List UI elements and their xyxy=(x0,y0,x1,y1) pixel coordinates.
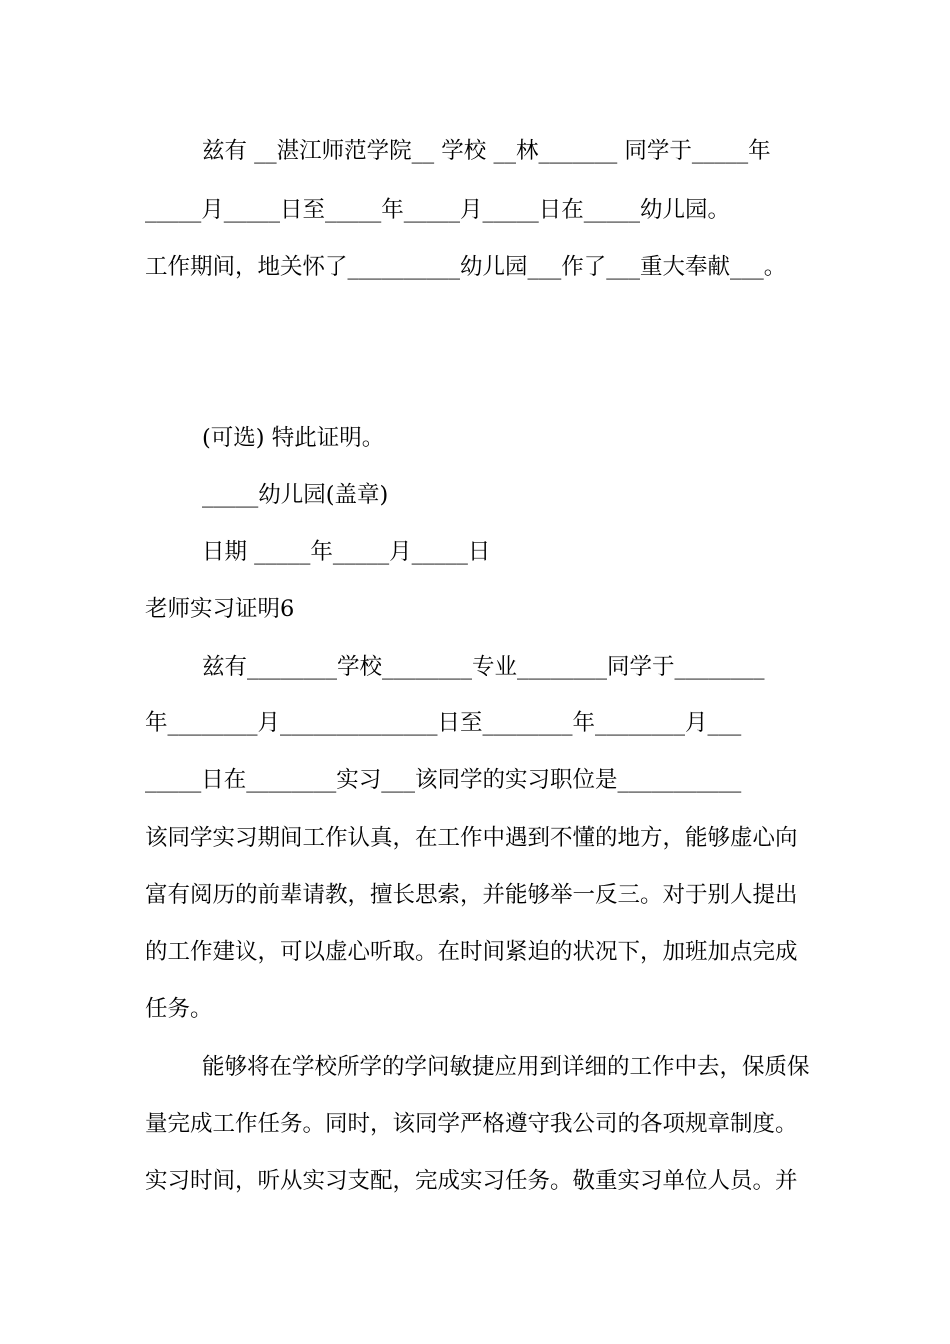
closing-statement: (可选) 特此证明。 xyxy=(202,425,385,451)
paragraph-line: 兹有 __湛江师范学院__ 学校 __林_______ 同学于_____年 xyxy=(202,138,771,164)
date-line: 日期 _____年_____月_____日 xyxy=(202,539,491,565)
paragraph-line: 任务。 xyxy=(145,996,213,1022)
paragraph-line: _____日在________实习___该同学的实习职位是___________ xyxy=(145,767,742,793)
paragraph-line: _____月_____日至_____年_____月_____日在_____幼儿园。 xyxy=(145,197,731,223)
seal-line: _____幼儿园(盖章) xyxy=(202,482,389,508)
paragraph-line: 该同学实习期间工作认真，在工作中遇到不懂的地方，能够虚心向 xyxy=(145,825,798,851)
paragraph-line: 实习时间，听从实习支配，完成实习任务。敬重实习单位人员。并 xyxy=(145,1168,798,1194)
paragraph-line: 的工作建议，可以虚心听取。在时间紧迫的状况下，加班加点完成 xyxy=(145,939,798,965)
paragraph-line: 兹有________学校________专业________同学于________ xyxy=(202,654,765,680)
paragraph-line: 能够将在学校所学的学问敏捷应用到详细的工作中去，保质保 xyxy=(202,1054,810,1080)
paragraph-line: 年________月______________日至________年________月___ xyxy=(145,710,742,736)
section-title: 老师实习证明6 xyxy=(145,596,295,622)
paragraph-line: 富有阅历的前辈请教，擅长思索，并能够举一反三。对于别人提出 xyxy=(145,882,798,908)
paragraph-line: 工作期间，地关怀了__________幼儿园___作了___重大奉献___。 xyxy=(145,254,787,280)
paragraph-line: 量完成工作任务。同时，该同学严格遵守我公司的各项规章制度。 xyxy=(145,1111,798,1137)
